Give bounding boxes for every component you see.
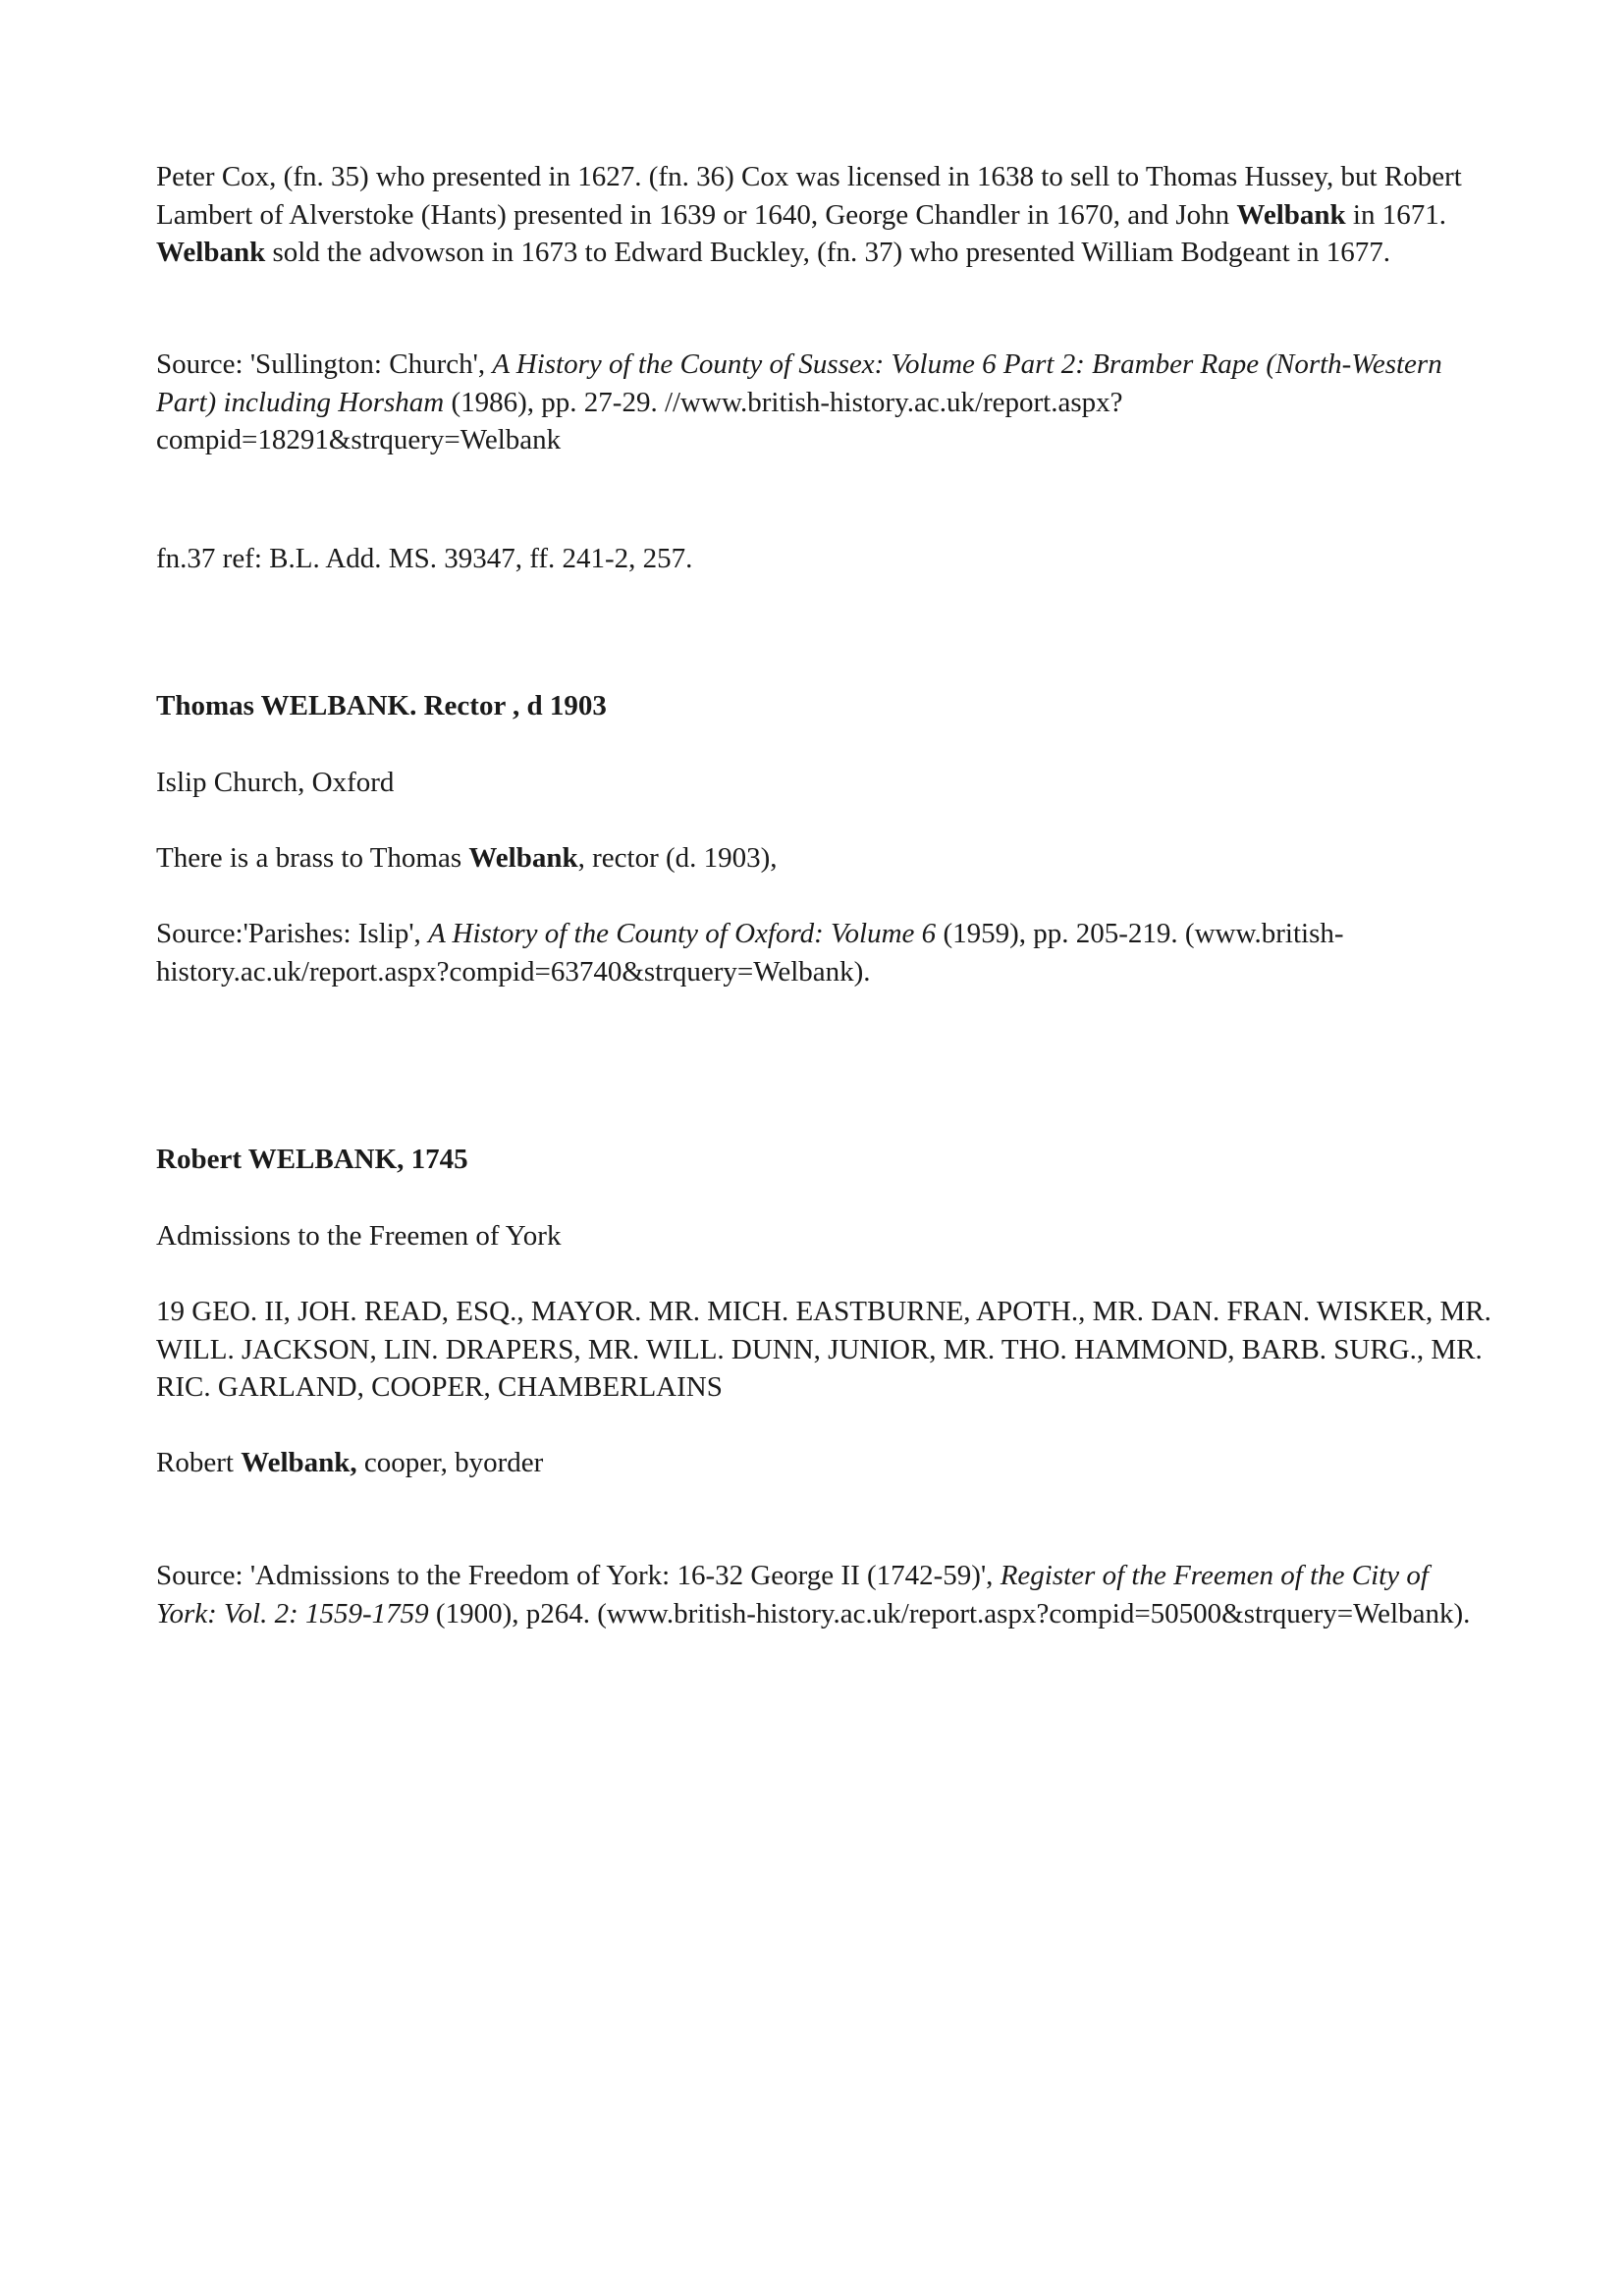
robert-source-suffix: (1900), p264. (www.british-history.ac.uk/report.aspx?compid=50500&strquery=Welbank). (428, 1597, 1471, 1629)
thomas-source-prefix: Source:'Parishes: Islip', (156, 918, 429, 949)
sullington-text-1: Peter Cox, (fn. 35) who presented in 1627. (fn. 36) Cox was licensed in 1638 to sell to Thomas Hussey, but Robert Lambert of Alverstoke (Hants) presented in 1639 or 1640, George Chandler in 1670, and John (156, 161, 1462, 231)
thomas-text-prefix: There is a brass to Thomas (156, 842, 469, 874)
robert-entry-suffix: cooper, byorder (356, 1447, 544, 1478)
thomas-heading: Thomas WELBANK. Rector , d 1903 (156, 690, 607, 721)
thomas-place: Islip Church, Oxford (156, 767, 395, 798)
thomas-source (156, 915, 1491, 990)
robert-entry (156, 1444, 1491, 1482)
thomas-source-title: A History of the County of Oxford: Volume 6 (428, 918, 937, 949)
sullington-source-prefix: Source: 'Sullington: Church', (156, 348, 493, 380)
sullington-text-2: in 1671. (1345, 198, 1446, 231)
thomas-text-suffix: , rector (d. 1903), (577, 842, 778, 874)
sullington-source-title: A History of the County of Sussex: Volume 6 Part 2: Bramber Rape (North-Western Part) including Horsham (156, 348, 1442, 418)
robert-heading: Robert WELBANK, 1745 (156, 1144, 468, 1175)
sullington-text-3: sold the advowson in 1673 to Edward Buckley, (fn. 37) who presented William Bodgeant in 1677. (265, 237, 1390, 268)
sullington-paragraph (156, 158, 1491, 272)
robert-entry-prefix: Robert (156, 1447, 242, 1478)
sullington-footnote: fn.37 ref: B.L. Add. MS. 39347, ff. 241-2, 257. (156, 543, 693, 574)
sullington-source-suffix: (1986), pp. 27-29. //www.british-history.ac.uk/report.aspx?compid=18291&strquery=Welbank (156, 386, 1123, 455)
thomas-text (156, 839, 1491, 878)
sullington-bold-welbank-1: Welbank (1236, 198, 1346, 231)
sullington-bold-welbank-2: Welbank (156, 237, 266, 268)
robert-subtitle: Admissions to the Freemen of York (156, 1220, 562, 1252)
robert-bold-welbank: Welbank, (241, 1447, 357, 1478)
robert-source-prefix: Source: 'Admissions to the Freedom of York: 16-32 George II (1742-59)', (156, 1560, 1001, 1591)
robert-source (156, 1557, 1491, 1632)
thomas-bold-welbank: Welbank (468, 842, 578, 874)
sullington-source (156, 346, 1491, 459)
thomas-source-suffix: (1959), pp. 205-219. (www.british-history.ac.uk/report.aspx?compid=63740&strquery=Welbank). (156, 918, 1344, 988)
robert-officials: 19 GEO. II, JOH. READ, ESQ., MAYOR. MR. MICH. EASTBURNE, APOTH., MR. DAN. FRAN. WISKER, MR. WILL. JACKSON, LIN. DRAPERS, MR. WILL. DUNN, JUNIOR, MR. THO. HAMMOND, BARB. SURG., MR. RIC. GARLAND, COOPER, CHAMBERLAINS (156, 1296, 1491, 1403)
robert-source-title: Register of the Freemen of the City of York: Vol. 2: 1559-1759 (156, 1560, 1429, 1629)
